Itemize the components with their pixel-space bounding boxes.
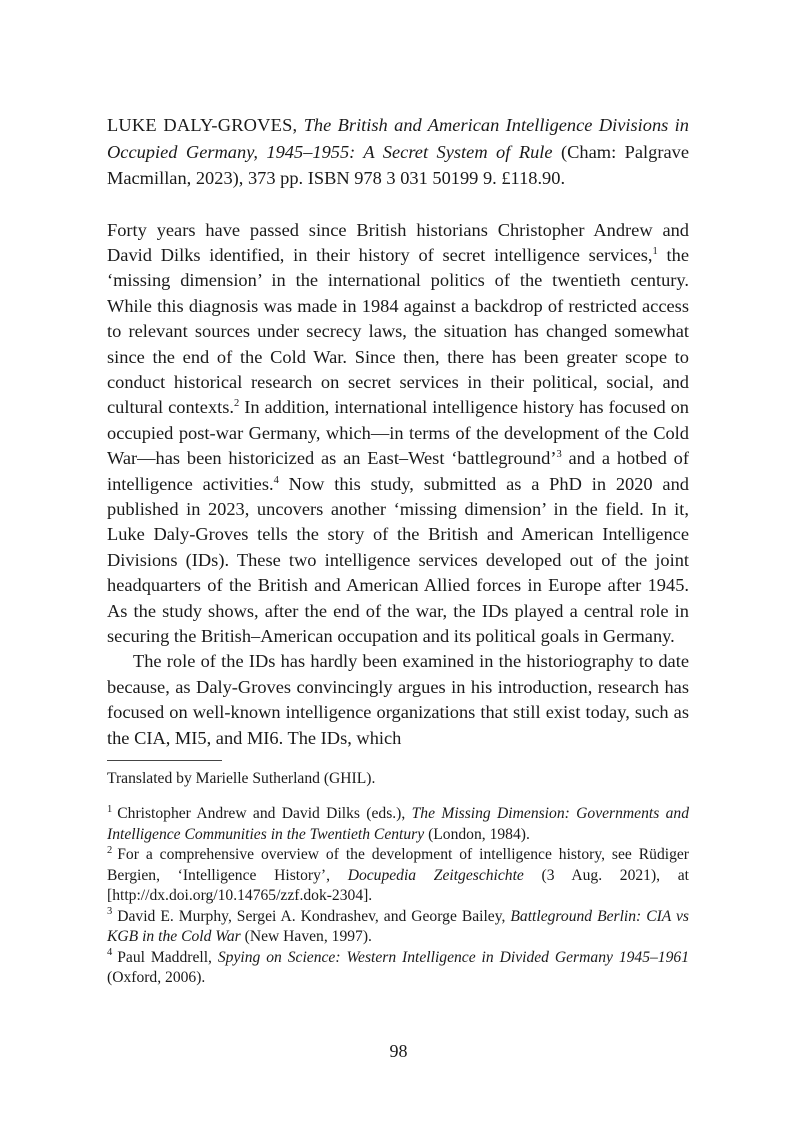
footnote-3 [107,907,689,948]
book-details: (Cham: Palgrave Macmillan, 2023), 373 pp. ISBN 978 3 031 50199 9. £118.90. [107,141,689,188]
paragraph-text: and a hotbed of intelligence activities. [107,448,689,494]
book-author: LUKE DALY-GROVES, [107,115,298,135]
footnote-1 [107,804,689,845]
footnote-text: For a comprehensive overview of the development of intelligence history, see Rüdiger Bergien, ‘Intelligence History’, [107,846,689,884]
footnote-text: (London, 1984). [428,825,530,843]
footnote-text: (3 Aug. 2021), at [http://dx.doi.org/10.14765/zzf.dok-2304]. [107,866,689,905]
footnote-2 [107,845,689,907]
footnote-divider [107,760,222,761]
paragraph-2: The role of the IDs has hardly been examined in the historiography to date because, as Daly-Groves convincingly argues in his introduction, research has focused on well-known intelligence organizations that still exist today, such as the CIA, MI5, and MI6. The IDs, which [107,651,689,748]
page-number: 98 [389,1041,408,1061]
footnote-number: 3 [107,906,113,918]
footnotes [107,804,689,989]
footnote-text: Christopher Andrew and David Dilks (eds.), [117,805,406,823]
footnote-title: Docupedia Zeitgeschichte [347,866,524,884]
footnote-4 [107,948,689,989]
book-title: The British and American Intelligence Divisions in Occupied Germany, 1945–1955: A Secret System of Rule [107,115,689,162]
footnote-title: Spying on Science: Western Intelligence in Divided Germany 1945–1961 [217,948,689,966]
footnote-title: Battleground Berlin: CIA vs KGB in the Cold War [107,907,689,946]
footnote-number: 2 [107,844,113,856]
paragraph-1 [107,218,689,650]
paragraph-text: Now this study, submitted as a PhD in 2020 and published in 2023, uncovers another ‘missing dimension’ in the field. In it, Luke Daly-Groves tells the story of the British and American Intelligence Divisions (IDs). These two intelligence services developed out of the joint headquarters of the British and American Allied forces in Europe after 1945. As the study shows, after the end of the war, the IDs played a central role in securing the British–American occupation and its political goals in Germany. [107,473,689,646]
footnote-text: (New Haven, 1997). [244,928,372,946]
footnote-ref[interactable]: 1 [652,245,658,257]
footnote-text: Paul Maddrell, [117,948,212,966]
paragraph-text: In addition, international intelligence history has focused on occupied post-war Germany, which—in terms of the development of the Cold War—has been historicized as an East–West ‘battleground’ [107,397,689,469]
translator-note: Translated by Marielle Sutherland (GHIL). [107,770,376,788]
footnote-ref[interactable]: 3 [556,449,562,461]
footnote-number: 4 [107,947,113,959]
page-content [107,112,689,989]
bibliography-entry [107,112,689,192]
footnote-text: David E. Murphy, Sergei A. Kondrashev, and George Bailey, [117,907,506,925]
footnote-number: 1 [107,803,113,815]
footnote-text: (Oxford, 2006). [107,969,206,987]
footnote-ref[interactable]: 2 [234,398,240,410]
footnote-title: The Missing Dimension: Governments and Intelligence Communities in the Twentieth Century [107,805,689,843]
paragraph-text: the ‘missing dimension’ in the international politics of the twentieth century. While this diagnosis was made in 1984 against a backdrop of restricted access to relevant sources under secrecy laws, the situation has changed somewhat since the end of the Cold War. Since then, there has been greater scope to conduct historical research on secret services in their political, social, and cultural contexts. [107,244,689,418]
review-body [107,218,689,752]
footnote-ref[interactable]: 4 [273,474,279,486]
paragraph-text: Forty years have passed since British historians Christopher Andrew and David Dilks identified, in their history of secret intelligence services, [107,219,689,265]
